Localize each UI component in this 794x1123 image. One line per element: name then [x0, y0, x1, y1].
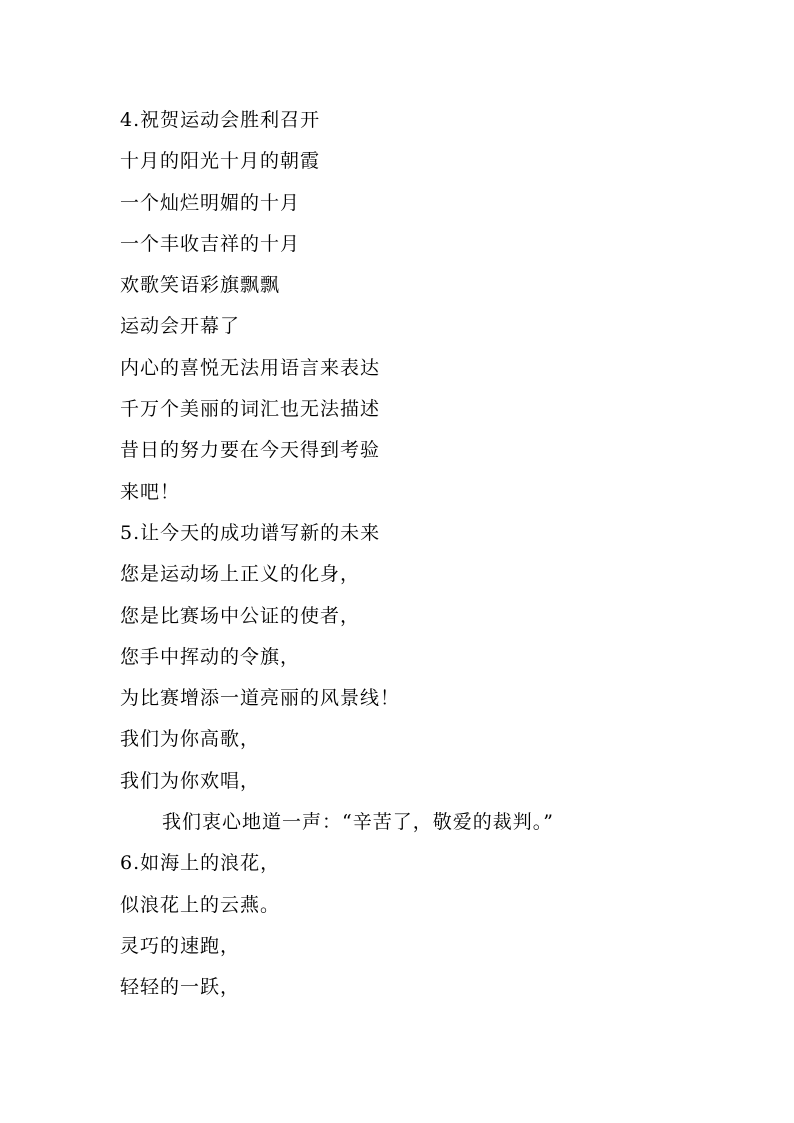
text-line: 我们为你欢唱， [120, 769, 261, 792]
text-line: 5.让今天的成功谱写新的未来 [120, 521, 381, 544]
text-line: 运动会开幕了 [120, 315, 241, 338]
text-line: 一个丰收吉祥的十月 [120, 232, 301, 255]
text-line: 您是比赛场中公证的使者， [120, 604, 361, 627]
document-body [120, 100, 680, 1009]
text-line: 灵巧的速跑， [120, 934, 241, 957]
text-line: 十月的阳光十月的朝霞 [120, 150, 321, 173]
text-line-indented: 我们衷心地道一声：“辛苦了，敬爱的裁判。” [162, 811, 554, 834]
text-line: 昔日的努力要在今天得到考验 [120, 439, 381, 462]
text-line: 欢歌笑语彩旗飘飘 [120, 274, 281, 297]
text-line: 千万个美丽的词汇也无法描述 [120, 398, 381, 421]
text-line: 似浪花上的云燕。 [120, 893, 281, 916]
text-line: 4.祝贺运动会胜利召开 [120, 109, 321, 131]
text-line: 我们为你高歌， [120, 728, 261, 751]
text-line: 为比赛增添一道亮丽的风景线！ [120, 687, 401, 710]
text-line: 您是运动场上正义的化身， [120, 563, 361, 586]
text-line: 轻轻的一跃， [120, 976, 241, 999]
text-line: 您手中挥动的令旗， [120, 645, 301, 668]
text-line: 来吧！ [120, 480, 181, 503]
text-line: 6.如海上的浪花， [120, 852, 281, 875]
text-line: 一个灿烂明媚的十月 [120, 191, 301, 214]
text-line: 内心的喜悦无法用语言来表达 [120, 356, 381, 379]
